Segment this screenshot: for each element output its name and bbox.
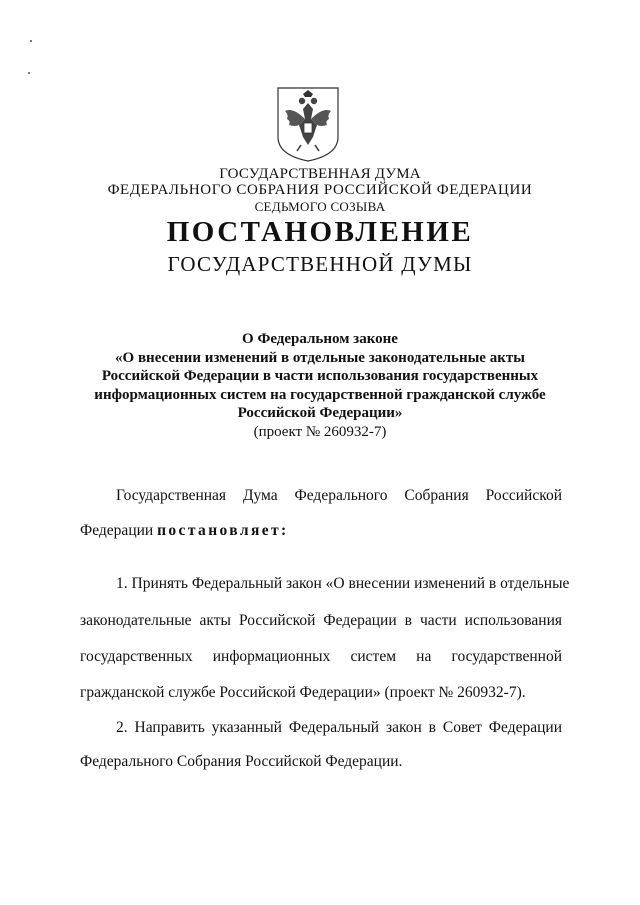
scan-speck [30,40,32,42]
preamble-line: Государственная Дума Федерального Собрания Российской [116,487,562,504]
project-number: (проект № 260932-7) [253,423,387,440]
subject-line: О Федеральном законе [242,331,398,347]
header-line-3: СЕДЬМОГО СОЗЫВА [254,199,386,214]
subject-line: «О внесении изменений в отдельные законодательные акты [115,349,525,366]
subject-line: информационных систем на государственной гражданской службе [94,386,546,403]
item-2-line: 2. Направить указанный Федеральный закон в Совет Федерации [116,719,562,736]
subject-block [70,330,570,441]
document-subtitle: ГОСУДАРСТВЕННОЙ ДУМЫ [167,252,473,276]
item-1-line: государственных информационных систем на государственной [80,648,562,665]
preamble-text: Федерации [80,522,154,539]
subject-line: Российской Федерации» [237,405,403,421]
scan-speck [28,72,30,74]
preamble-line [80,522,562,540]
document-title: ПОСТАНОВЛЕНИЕ [166,216,474,248]
subject-line: Российской Федерации в части использования государственных [101,368,539,384]
item-1-line: 1. Принять Федеральный закон «О внесении изменений в отдельные [116,575,570,592]
decree-word: постановляет: [157,522,289,539]
item-1-line: законодательные акты Российской Федерации в части использования [80,612,562,629]
header-line-2: ФЕДЕРАЛЬНОГО СОБРАНИЯ РОССИЙСКОЙ ФЕДЕРАЦИИ [107,182,533,198]
coat-of-arms-icon [275,85,341,163]
header-line-1: ГОСУДАРСТВЕННАЯ ДУМА [219,166,421,182]
item-1-line: гражданской службе Российской Федерации» (проект № 260932-7). [80,684,526,701]
item-2-line: Федерального Собрания Российской Федерации. [80,753,403,770]
